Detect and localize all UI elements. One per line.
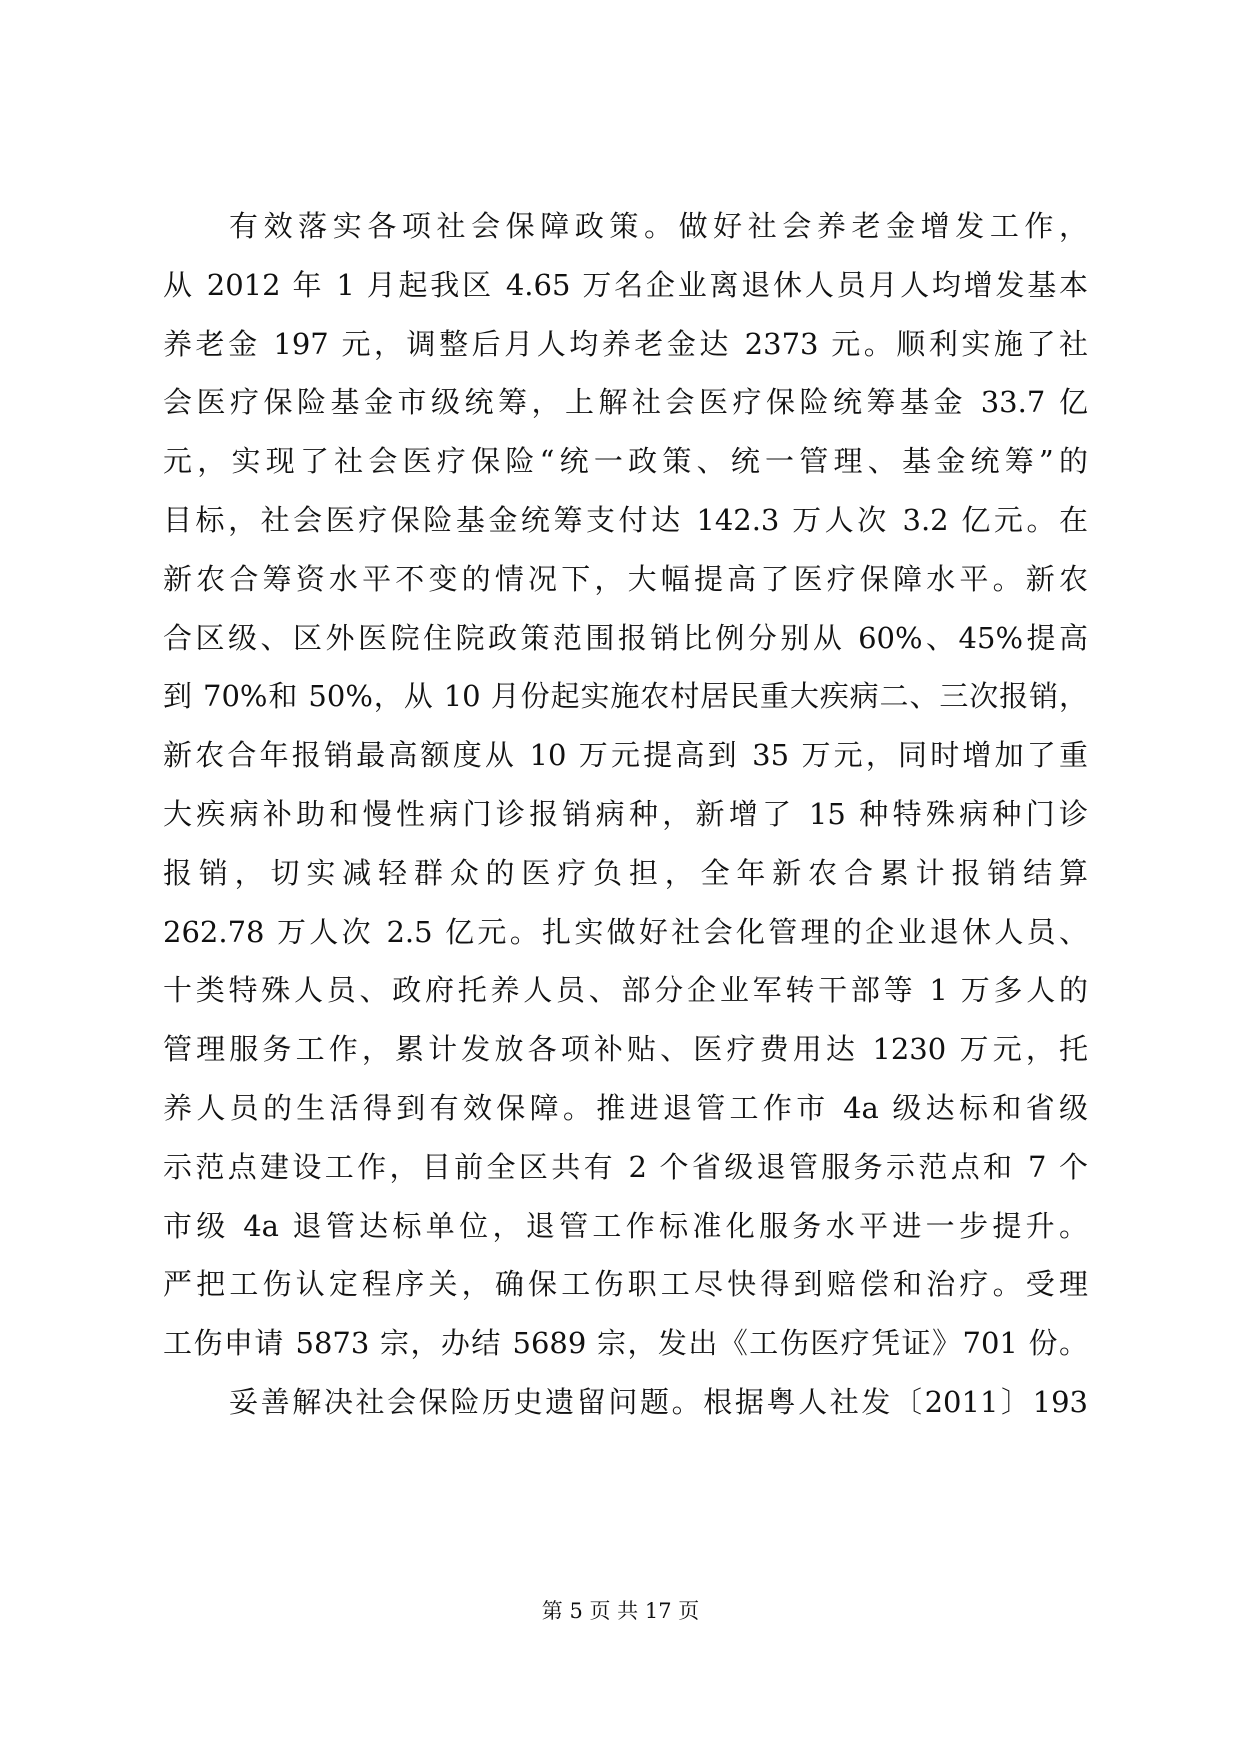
paragraph-line: 养老金 197 元，调整后月人均养老金达 2373 元。顺利实施了社 [163, 326, 1088, 361]
paragraph-line: 新农合年报销最高额度从 10 万元提高到 35 万元，同时增加了重 [163, 738, 1088, 773]
paragraph-line: 妥善解决社会保险历史遗留问题。根据粤人社发〔2011〕193 [229, 1384, 1088, 1419]
paragraph-line: 养人员的生活得到有效保障。推进退管工作市 4a 级达标和省级 [163, 1090, 1088, 1125]
paragraph-line: 到 70%和 50%，从 10 月份起实施农村居民重大疾病二、三次报销， [163, 679, 1088, 714]
page-footer [0, 1596, 1241, 1626]
paragraph-line: 十类特殊人员、政府托养人员、部分企业军转干部等 1 万多人的 [163, 973, 1088, 1008]
page-number: 第 5 页 共 17 页 [541, 1599, 700, 1623]
paragraph-line: 工伤申请 5873 宗，办结 5689 宗，发出《工伤医疗凭证》701 份。 [163, 1326, 1088, 1361]
paragraph-line: 新农合筹资水平不变的情况下，大幅提高了医疗保障水平。新农 [163, 561, 1088, 596]
paragraph-line: 会医疗保险基金市级统筹，上解社会医疗保险统筹基金 33.7 亿 [163, 385, 1088, 420]
paragraph-line: 严把工伤认定程序关，确保工伤职工尽快得到赔偿和治疗。受理 [163, 1267, 1088, 1302]
paragraph-line: 报销，切实减轻群众的医疗负担，全年新农合累计报销结算 [163, 855, 1088, 890]
paragraph-line: 管理服务工作，累计发放各项补贴、医疗费用达 1230 万元，托 [163, 1032, 1088, 1067]
paragraph-line: 示范点建设工作，目前全区共有 2 个省级退管服务示范点和 7 个 [163, 1149, 1088, 1184]
paragraph-line: 有效落实各项社会保障政策。做好社会养老金增发工作， [229, 209, 1088, 243]
paragraph-line: 元，实现了社会医疗保险“统一政策、统一管理、基金统筹”的 [163, 444, 1088, 479]
paragraph-line: 从 2012 年 1 月起我区 4.65 万名企业离退休人员月人均增发基本 [163, 267, 1088, 302]
paragraph-line: 合区级、区外医院住院政策范围报销比例分别从 60%、45%提高 [163, 620, 1088, 655]
paragraph-line: 目标，社会医疗保险基金统筹支付达 142.3 万人次 3.2 亿元。在 [163, 502, 1088, 537]
paragraph-line: 市级 4a 退管达标单位，退管工作标准化服务水平进一步提升。 [163, 1208, 1088, 1243]
paragraph-line: 大疾病补助和慢性病门诊报销病种，新增了 15 种特殊病种门诊 [163, 796, 1088, 831]
paragraph-line: 262.78 万人次 2.5 亿元。扎实做好社会化管理的企业退休人员、 [163, 914, 1088, 949]
body-text [163, 197, 1088, 1432]
